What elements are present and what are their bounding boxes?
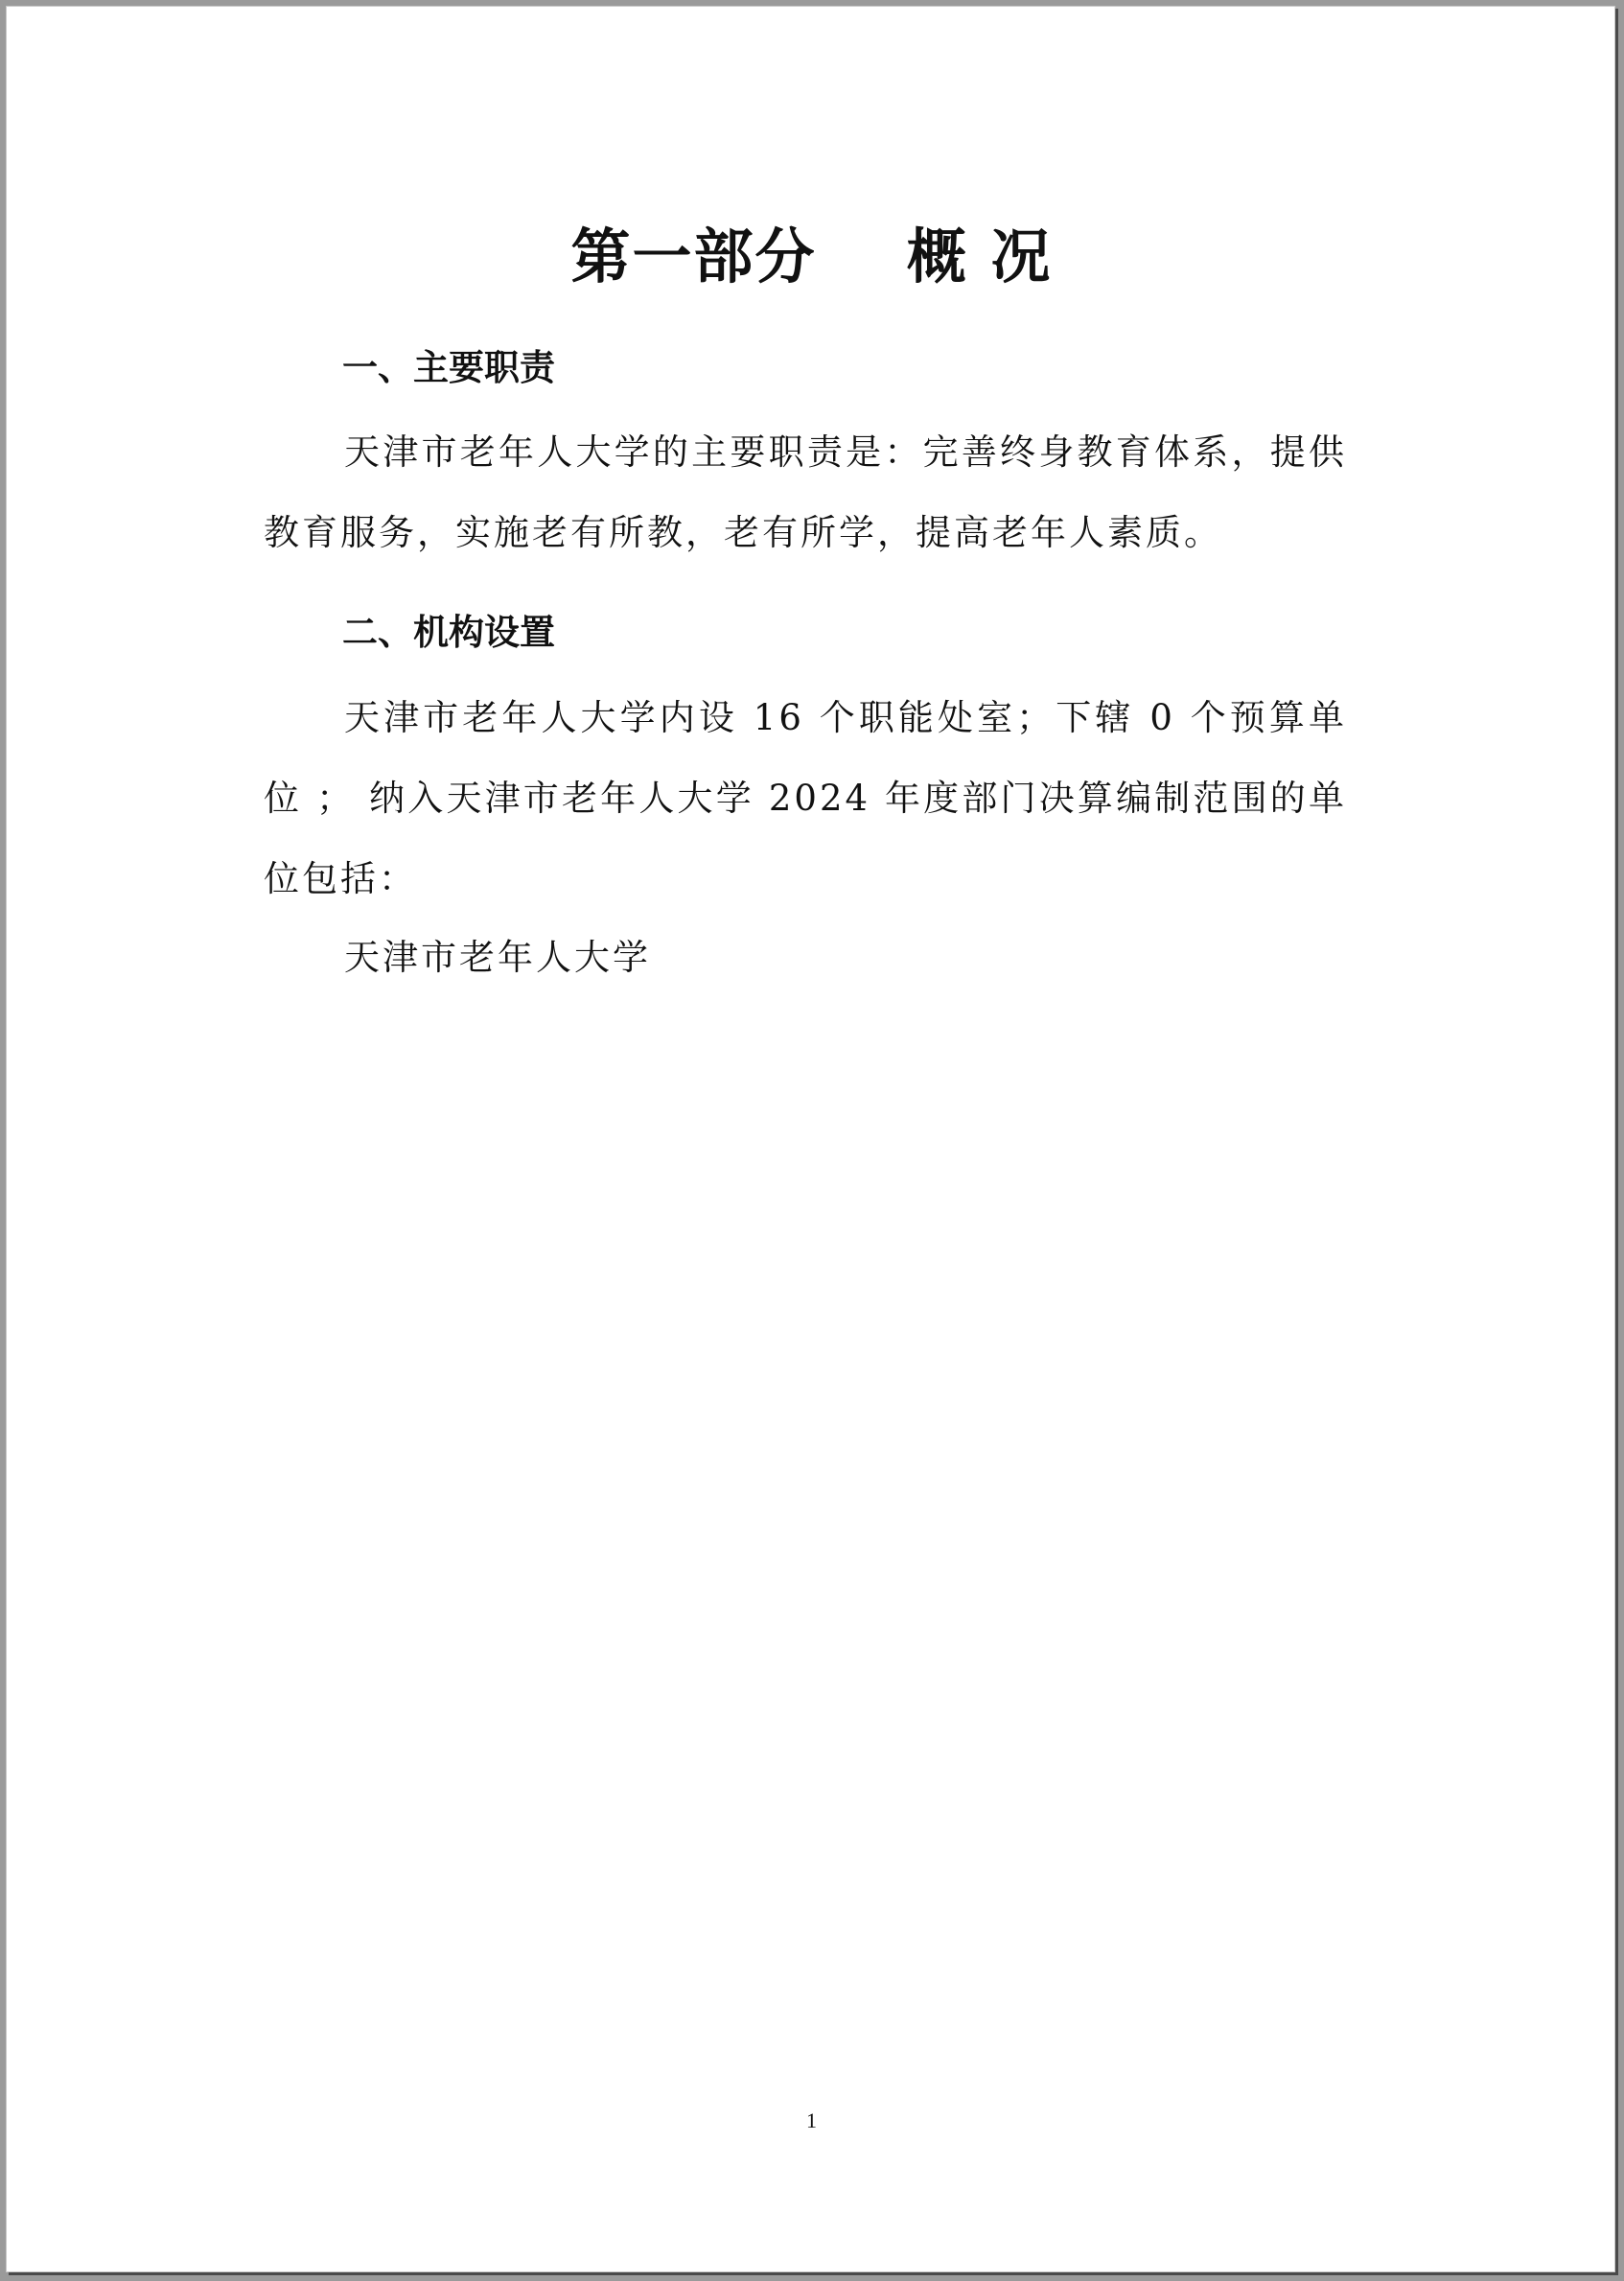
- section-body-organization: 天津市老年人大学内设 16 个职能处室；下辖 0 个预算单位 ； 纳入天津市老年人大学 2024 年度部门决算编制范围的单位包括：: [264, 697, 1347, 899]
- page-number: 1: [806, 2108, 817, 2132]
- section-heading-organization: 二、机构设置: [342, 612, 555, 653]
- page-title: 第一部分 概 况: [570, 221, 1053, 291]
- unit-list-item: 天津市老年人大学: [344, 937, 651, 978]
- section-heading-responsibilities: 一、主要职责: [342, 347, 555, 388]
- section-body-responsibilities: 天津市老年人大学的主要职责是：完善终身教育体系，提供教育服务，实施老有所教，老有所学，提高老年人素质。: [264, 431, 1347, 553]
- document-page: [6, 6, 1615, 2272]
